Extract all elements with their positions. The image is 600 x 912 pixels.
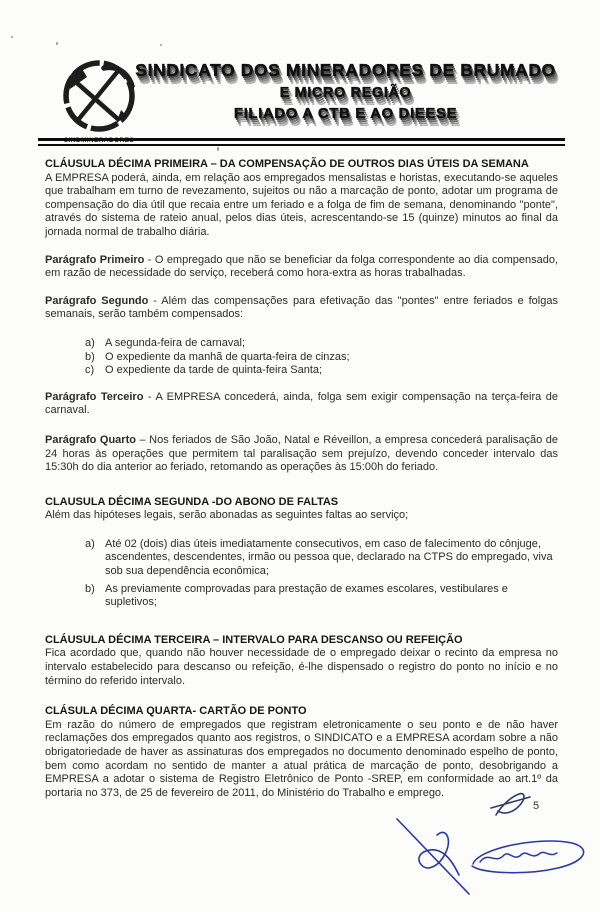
document-body bbox=[45, 158, 558, 800]
list-item-text: A segunda-feira de carnaval; bbox=[105, 336, 246, 349]
clause-12 bbox=[45, 496, 558, 523]
clause-13-heading: CLÁUSULA DÉCIMA TERCEIRA – INTERVALO PARA DESCANSO OU REFEIÇÃO bbox=[45, 633, 463, 646]
paragraph-primeiro bbox=[45, 254, 558, 281]
paragraph-terceiro bbox=[45, 391, 558, 418]
letterhead-rule-top bbox=[38, 138, 565, 141]
list-item bbox=[85, 364, 558, 378]
list-item bbox=[85, 538, 558, 579]
list-item-marker: b) bbox=[85, 350, 95, 363]
list-item-marker: b) bbox=[85, 582, 95, 595]
paragraph-segundo bbox=[45, 295, 558, 322]
paragraph-quarto-text: – Nos feriados de São João, Natal e Réveillon, a empresa concederá paralisação de 24 horas às operações que permitem tal paralisação sem prejuízo, devendo conceder intervalo das 15:30h do dia anterior ao feriado, retomando as operações às 15:00h do feriado. bbox=[45, 433, 558, 474]
scan-speck bbox=[217, 147, 219, 151]
clause-13-body: Fica acordado que, quando não houver necessidade de o empregado deixar o recinto da empresa no intervalo estabelecido para descanso ou refeição, é-lhe dispensado o registro do ponto no início e no término do referido intervalo. bbox=[45, 647, 558, 687]
paragraph-segundo-text: - Além das compensações para efetivação das "pontes" entre feriados e folgas semanais, serão também compensados: bbox=[45, 294, 558, 321]
clause-12-heading: CLAUSULA DÉCIMA SEGUNDA -DO ABONO DE FALTAS bbox=[45, 495, 339, 508]
paragraph-terceiro-text: - A EMPRESA concederá, ainda, folga sem exigir compensação na terça-feira de carnaval. bbox=[45, 390, 558, 417]
list-item-marker: a) bbox=[85, 336, 95, 349]
clause-13 bbox=[45, 634, 558, 688]
list-item-text: Até 02 (dois) dias úteis imediatamente consecutivos, em caso de falecimento do cônjuge, ascendentes, descendentes, irmão ou pessoa que, declarado na CTPS do empregado, viva sob sua dependência econômica; bbox=[105, 537, 553, 578]
paragraph-primeiro-text: - O empregado que não se beneficiar da folga correspondente ao dia compensado, em razão de necessidade do serviço, receberá como hora-extra as horas trabalhadas. bbox=[45, 253, 558, 280]
clause-11-body: A EMPRESA poderá, ainda, em relação aos empregados mensalistas e horistas, executando-se aqueles que trabalham em turno de revezamento, sujeitos ou não a marcação de ponto, adotar um programa de compensação do dia útil que recaia entre um feriado e a folga de fim de semana, denominando "ponte", através do sistema de rateio anual, pelos dias úteis, acrescentando-se 15 (quinze) minutos ao final da jornada normal de trabalho diária. bbox=[45, 171, 558, 238]
list-item bbox=[85, 337, 558, 351]
clause-14 bbox=[45, 705, 558, 800]
list-item-text: As previamente comprovadas para prestação de exames escolares, vestibulares e supletivos; bbox=[105, 582, 508, 609]
paragraph-primeiro-label: Parágrafo Primeiro bbox=[45, 253, 145, 266]
page-number: 5 bbox=[533, 800, 540, 812]
clause-14-heading: CLÁSULA DÉCIMA QUARTA- CARTÃO DE PONTO bbox=[45, 705, 307, 718]
paragraph-terceiro-label: Parágrafo Terceiro bbox=[45, 390, 144, 403]
org-name-line3: FILIADO A CTB E AO DIEESE bbox=[233, 105, 458, 122]
paragraph-segundo-label: Parágrafo Segundo bbox=[45, 294, 149, 307]
clause-11-heading: CLÁUSULA DÉCIMA PRIMEIRA – DA COMPENSAÇÃO DE OUTROS DIAS ÚTEIS DA SEMANA bbox=[45, 158, 529, 170]
paragraph-quarto bbox=[45, 434, 558, 475]
logo-caption: SINDMINERADORES bbox=[63, 137, 135, 144]
paragraph-quarto-label: Parágrafo Quarto bbox=[45, 433, 136, 446]
list-item-text: O expediente da manhã de quarta-feira de cinzas; bbox=[105, 350, 350, 363]
org-name-line1: SINDICATO DOS MINERADORES DE BRUMADO bbox=[135, 60, 556, 80]
clause-12-body: Além das hipóteses legais, serão abonadas as seguintes faltas ao serviço; bbox=[45, 509, 409, 522]
signature-left bbox=[397, 819, 469, 894]
clause-11 bbox=[45, 158, 558, 240]
signature-right bbox=[472, 841, 584, 873]
scan-speck bbox=[160, 44, 162, 46]
letterhead-rule-bottom bbox=[38, 144, 565, 146]
org-name-line2: E MICRO REGIÃO bbox=[279, 84, 412, 101]
letterhead-title bbox=[118, 62, 573, 121]
list-item-marker: a) bbox=[85, 537, 95, 550]
clause-14-body: Em razão do número de empregados que registram eletronicamente o seu ponto e de não haver reclamações dos empregados quanto aos registros, o SINDICATO e a EMPRESA acordam sobre a não obrigatoriedade de haver as assinaturas dos empregados no documento denominado espelho de ponto, bem como acordam no sentido de manter a atual prática de marcação de ponto, desobrigando a EMPRESA a adotar o sistema de Registro Eletrônico de Ponto -SREP, em conformidade ao art.1º da portaria no 373, de 25 de fevereiro de 2011, do Ministério do Trabalho e emprego. bbox=[45, 718, 558, 799]
compensated-days-list bbox=[45, 337, 558, 378]
scan-speck bbox=[11, 36, 13, 38]
list-item-text: O expediente da tarde de quinta-feira Santa; bbox=[105, 364, 323, 377]
list-item bbox=[85, 583, 558, 610]
list-item bbox=[85, 351, 558, 365]
scan-speck bbox=[56, 42, 58, 45]
excused-absences-list bbox=[45, 538, 558, 610]
list-item-marker: c) bbox=[85, 364, 95, 377]
